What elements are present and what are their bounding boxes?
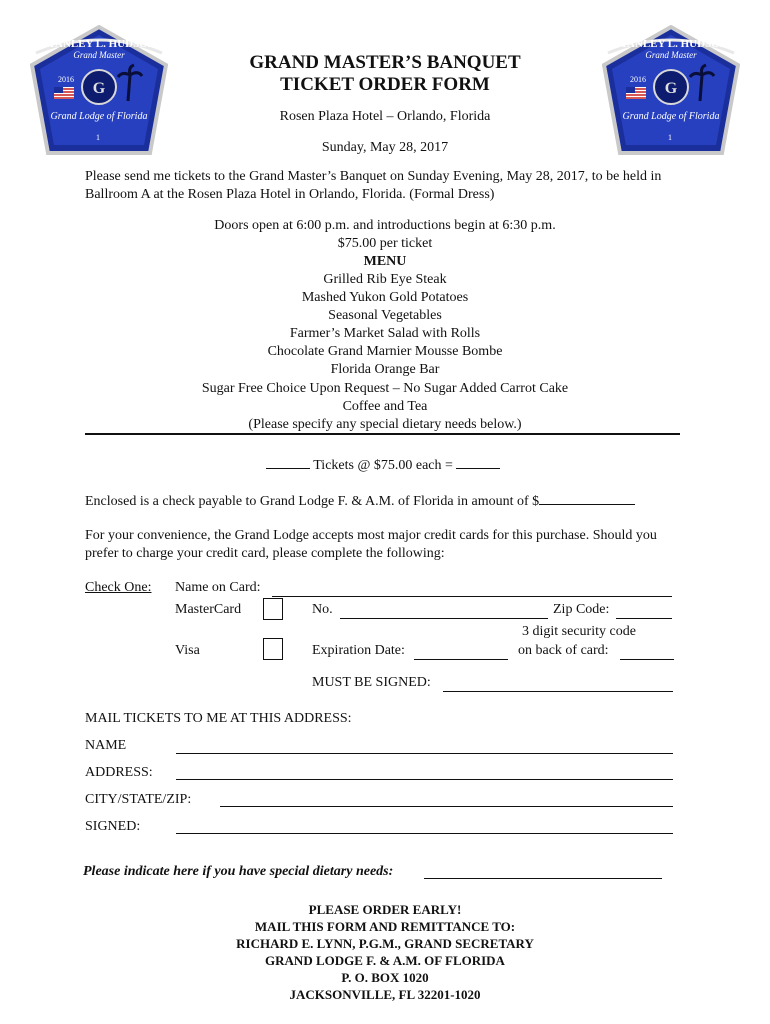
badge-top-text: STANLEY L. HUDSON <box>614 38 728 50</box>
badge-year: 2016 <box>58 75 74 84</box>
menu-heading: MENU <box>363 254 407 269</box>
zip-code-label: Zip Code: <box>553 602 610 617</box>
card-number-label: No. <box>312 602 333 617</box>
badge-year: 2016 <box>630 75 646 84</box>
ticket-total-field[interactable] <box>456 454 500 469</box>
mastercard-label: MasterCard <box>175 602 242 617</box>
ticket-price: $75.00 per ticket <box>337 236 433 251</box>
menu-item: Chocolate Grand Marnier Mousse Bombe <box>267 344 503 359</box>
badge-num: 1 <box>668 133 672 142</box>
footer-line: MAIL THIS FORM AND REMITTANCE TO: <box>254 919 516 934</box>
svg-text:G: G <box>92 80 106 97</box>
zip-code-field[interactable] <box>616 618 672 619</box>
badge-top-text: STANLEY L. HUDSON <box>42 38 156 50</box>
check-one-label: Check One: <box>85 580 152 595</box>
name-on-card-label: Name on Card: <box>175 580 261 595</box>
name-label: NAME <box>85 738 127 753</box>
svg-text:G: G <box>664 80 678 97</box>
menu-item: Sugar Free Choice Upon Request – No Sugar Added Carrot Cake <box>201 381 569 396</box>
mastercard-checkbox[interactable] <box>263 598 283 620</box>
tickets-label: Tickets @ $75.00 each = <box>313 458 453 473</box>
badge-sub-text: Grand Master <box>73 50 125 60</box>
footer-line: PLEASE ORDER EARLY! <box>308 902 462 917</box>
signed-field[interactable] <box>176 833 673 834</box>
title-line-1: GRAND MASTER’S BANQUET <box>249 52 521 73</box>
menu-item: Mashed Yukon Gold Potatoes <box>301 290 469 305</box>
menu-item: Seasonal Vegetables <box>328 308 442 323</box>
must-be-signed-label: MUST BE SIGNED: <box>312 675 431 690</box>
menu-item: Farmer’s Market Salad with Rolls <box>289 326 481 341</box>
intro-paragraph: Please send me tickets to the Grand Master’s Banquet on Sunday Evening, May 28, 2017, to be held in Ballroom A at the Rosen Plaza Hotel in Orlando, Florida. (Formal Dress) <box>85 169 662 202</box>
section-divider <box>85 433 680 435</box>
badge-bottom-text: Grand Lodge of Florida <box>622 111 720 122</box>
footer-line: JACKSONVILLE, FL 32201-1020 <box>289 987 481 1002</box>
name-on-card-field[interactable] <box>272 596 672 597</box>
address-label: ADDRESS: <box>85 765 153 780</box>
menu-item: Grilled Rib Eye Steak <box>323 272 447 287</box>
mail-heading: MAIL TICKETS TO ME AT THIS ADDRESS: <box>85 711 352 726</box>
address-field[interactable] <box>176 779 673 780</box>
tickets-row <box>266 454 500 474</box>
visa-label: Visa <box>175 643 200 658</box>
check-label: Enclosed is a check payable to Grand Lodge F. & A.M. of Florida in amount of $ <box>85 494 540 509</box>
badge-bottom-text: Grand Lodge of Florida <box>50 111 148 122</box>
card-number-field[interactable] <box>340 618 548 619</box>
event-date: Sunday, May 28, 2017 <box>321 140 449 155</box>
security-code-label-1: 3 digit security code <box>522 624 636 639</box>
card-signature-field[interactable] <box>443 691 673 692</box>
badge-num: 1 <box>96 133 100 142</box>
menu-item: Coffee and Tea <box>342 399 428 414</box>
check-row <box>85 490 635 510</box>
security-code-field[interactable] <box>620 659 674 660</box>
menu-item: Florida Orange Bar <box>330 362 440 377</box>
dietary-needs-field[interactable] <box>424 878 662 879</box>
venue-text: Rosen Plaza Hotel – Orlando, Florida <box>279 109 491 124</box>
city-state-zip-field[interactable] <box>220 806 673 807</box>
form-title <box>0 52 770 96</box>
footer-line: GRAND LODGE F. & A.M. OF FLORIDA <box>265 953 505 968</box>
check-amount-field[interactable] <box>539 490 635 505</box>
dietary-needs-label: Please indicate here if you have special dietary needs: <box>83 864 394 879</box>
expiration-date-field[interactable] <box>414 659 508 660</box>
expiration-date-label: Expiration Date: <box>312 643 405 658</box>
title-line-2: TICKET ORDER FORM <box>280 74 490 95</box>
signed-label: SIGNED: <box>85 819 141 834</box>
name-field[interactable] <box>176 753 673 754</box>
doors-open-text: Doors open at 6:00 p.m. and introductions begin at 6:30 p.m. <box>214 218 556 233</box>
footer-line: RICHARD E. LYNN, P.G.M., GRAND SECRETARY <box>236 936 534 951</box>
security-code-label-2: on back of card: <box>518 643 609 658</box>
footer-line: P. O. BOX 1020 <box>341 970 429 985</box>
card-intro-paragraph: For your convenience, the Grand Lodge accepts most major credit cards for this purchase. Should you prefer to charge your credit card, please complete the following: <box>85 528 657 561</box>
ticket-quantity-field[interactable] <box>266 454 310 469</box>
visa-checkbox[interactable] <box>263 638 283 660</box>
badge-sub-text: Grand Master <box>645 50 697 60</box>
dietary-note: (Please specify any special dietary needs below.) <box>248 417 522 432</box>
city-state-zip-label: CITY/STATE/ZIP: <box>85 792 192 807</box>
